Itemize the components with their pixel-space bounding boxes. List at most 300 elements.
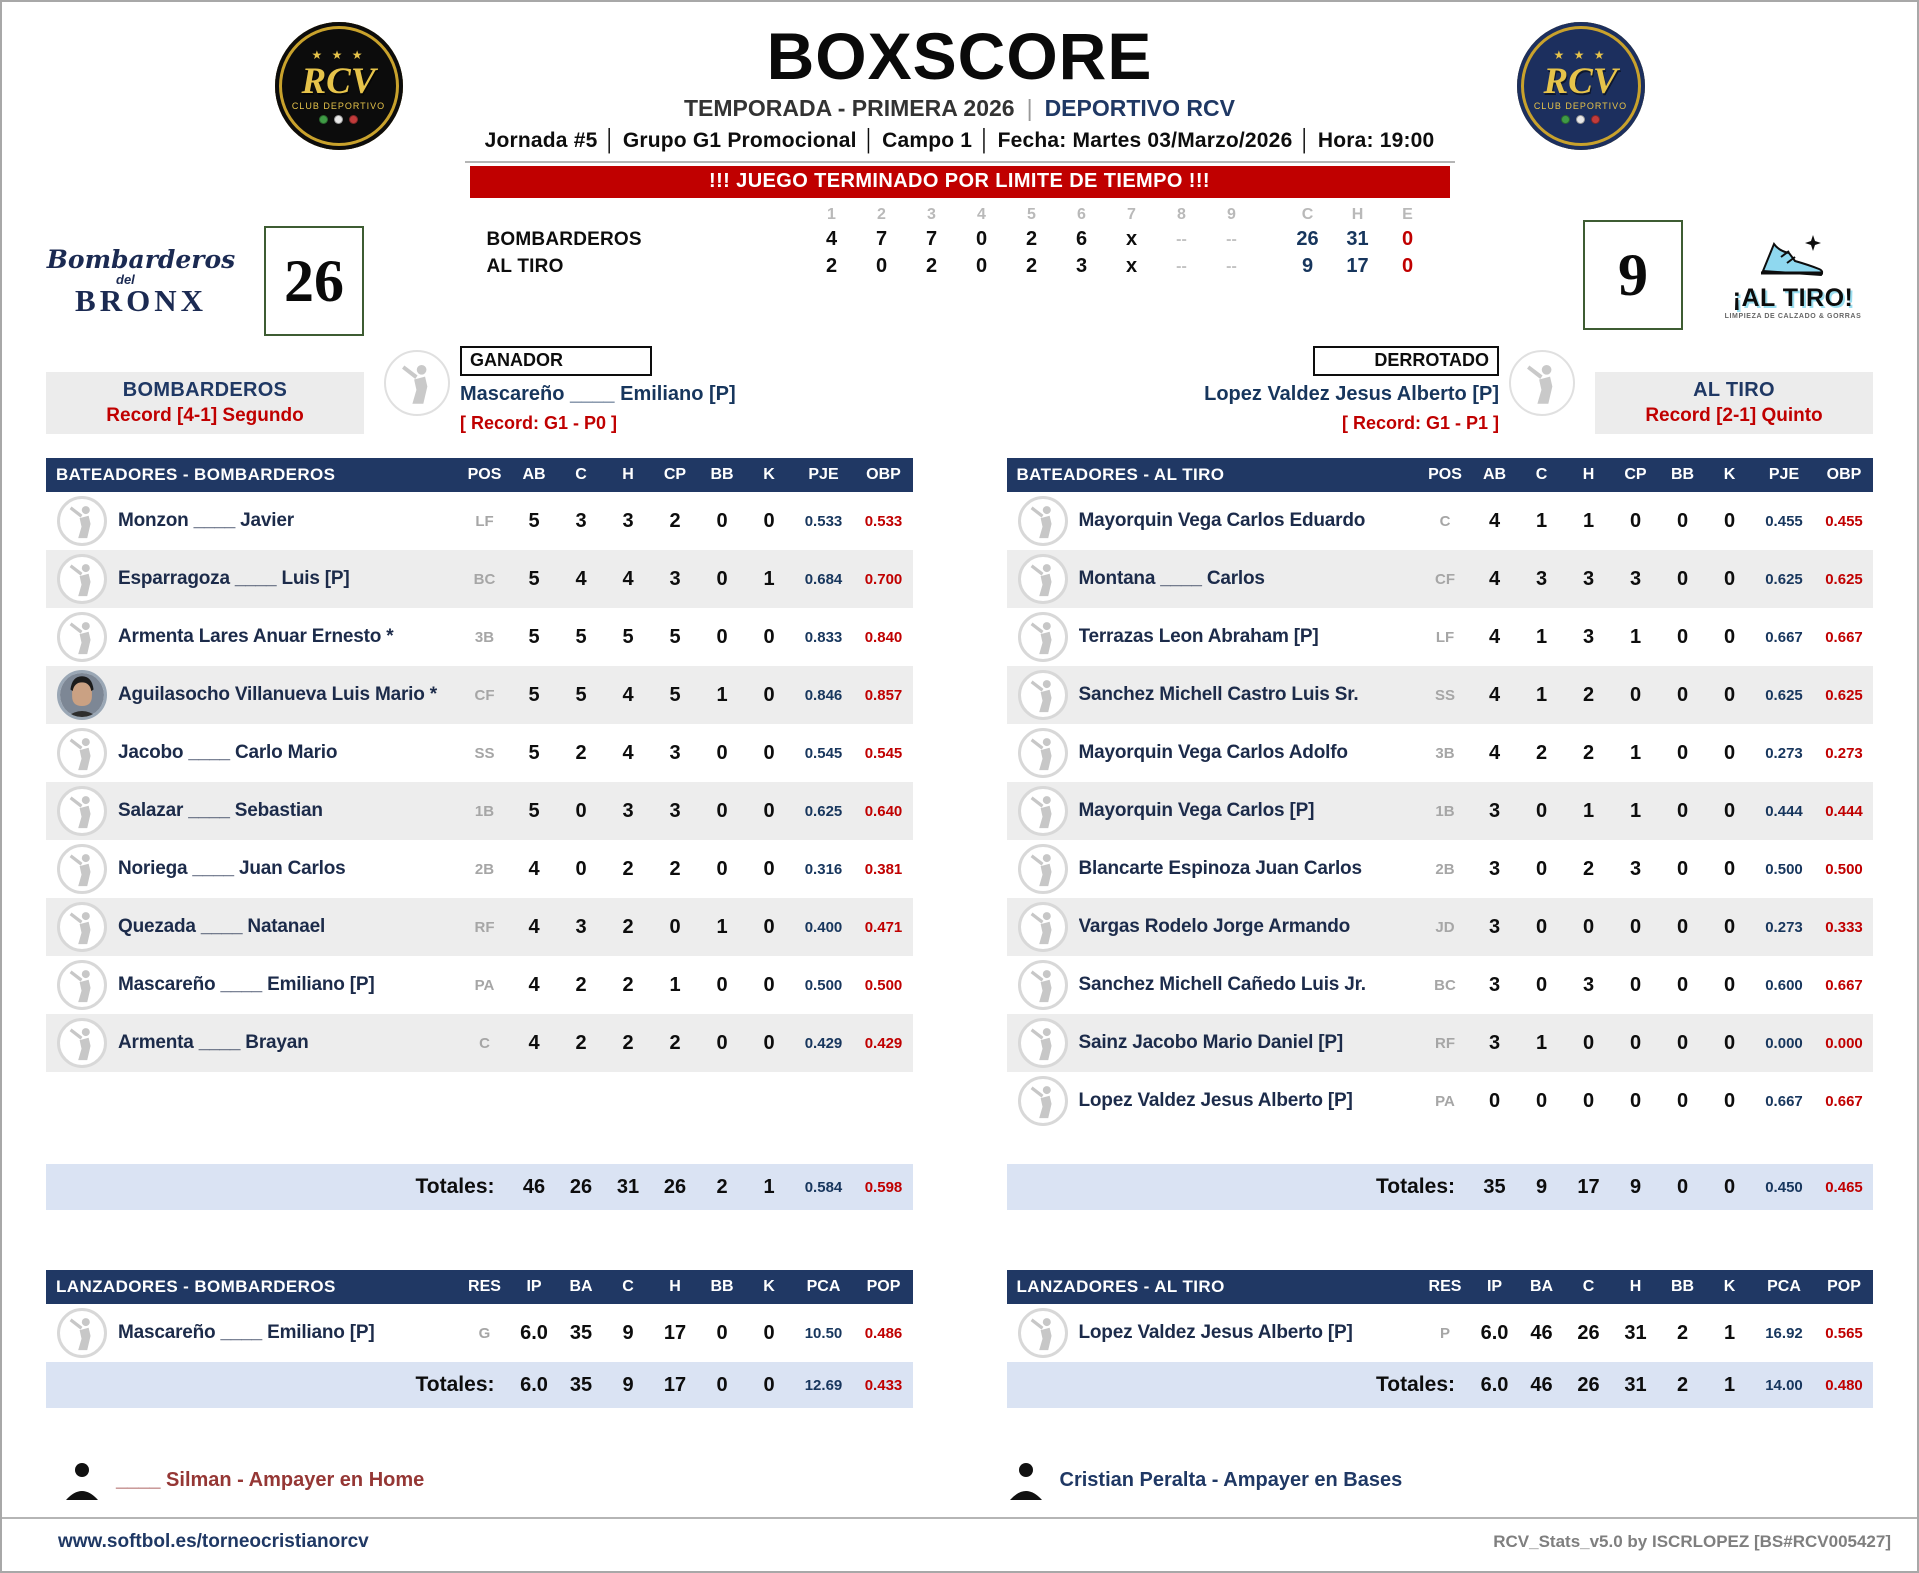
totals-stat-cell: 1 [763,1175,775,1198]
separator: | [1026,95,1033,122]
obp-cell: 0.273 [1825,744,1863,762]
stat-cell: 0 [1723,915,1736,938]
obp-cell: 0.500 [864,976,903,994]
stat-cell: 5 [528,625,540,648]
totals-stat-cell: 26 [1577,1373,1600,1396]
stat-cell: 0 [1723,799,1736,822]
pitcher-row [46,1304,913,1362]
stat-cell: 1 [669,973,681,996]
inning-header: 1 [827,206,836,224]
stat-cell: 0 [1535,857,1548,880]
player-avatar-icon [1018,1018,1068,1068]
pitchers-tables [2,1210,1917,1408]
linescore-team-name: BOMBARDEROS [486,228,642,250]
hits-total: 17 [1346,255,1369,278]
badge-subtext: CLUB DEPORTIVO [291,101,386,111]
pje-cell: 0.500 [804,976,843,994]
totals-stat-cell: 0 [716,1373,728,1396]
errors-total: 0 [1401,255,1414,278]
batter-row [1007,666,1874,724]
stat-cell: 0 [1676,683,1689,706]
pje-cell: 0.273 [1765,744,1803,762]
pos-cell: 2B [1435,860,1455,878]
obp-cell: 0.667 [1825,1092,1863,1110]
totals-label: Totales: [1376,1175,1455,1199]
stat-cell: 1 [716,915,728,938]
pca-cell: 10.50 [804,1324,843,1342]
column-header: K [763,466,775,484]
player-name: Blancarte Espinoza Juan Carlos [1078,858,1362,880]
result-strip [2,336,1917,434]
column-header: OBP [1826,466,1862,484]
table-header [46,1270,913,1304]
player-name: Mayorquin Vega Carlos [P] [1078,800,1315,822]
pos-cell: RF [474,918,495,936]
pop-cell: 0.486 [864,1324,903,1342]
stat-cell: 2 [575,1031,587,1054]
bombarderos-logo [46,244,236,318]
pje-cell: 0.846 [804,686,843,704]
runs-total: 26 [1296,228,1319,251]
stat-cell: 3 [622,509,634,532]
obp-cell: 0.625 [1825,570,1863,588]
stat-cell: 3 [1535,567,1548,590]
stat-cell: 3 [1629,567,1642,590]
stat-cell: 4 [528,1031,540,1054]
totals-stat-cell: 17 [663,1373,687,1396]
player-avatar-icon [57,496,107,546]
totals-pop: 0.433 [864,1376,903,1394]
stat-cell: 0 [1676,625,1689,648]
column-header: K [1723,466,1736,484]
umpire-home-plate [46,1460,930,1500]
stat-cell: 0 [1676,741,1689,764]
batter-row [1007,492,1874,550]
player-name: Montana ____ Carlos [1078,568,1265,590]
pje-cell: 0.625 [1765,570,1803,588]
stat-cell: 1 [1629,741,1642,764]
stat-cell: 0 [716,509,728,532]
stat-cell: 0 [1723,683,1736,706]
stat-cell: 1 [763,567,775,590]
player-avatar-icon [57,1018,107,1068]
obp-cell: 0.840 [864,628,903,646]
pje-cell: 0.833 [804,628,843,646]
game-status-banner: !!! JUEGO TERMINADO POR LIMITE DE TIEMPO !!! [470,166,1450,198]
umpires-row [2,1408,1917,1500]
stat-cell: 0 [1535,973,1548,996]
stat-cell: 0 [716,799,728,822]
stat-cell: 0 [575,857,587,880]
stat-cell: 5 [528,567,540,590]
winner-player-name: Mascareño ____ Emiliano [P] [460,383,736,406]
totals-stat-cell: 9 [622,1373,634,1396]
obp-cell: 0.700 [864,570,903,588]
player-name: Lopez Valdez Jesus Alberto [P] [1078,1322,1353,1344]
runs-total: 9 [1301,255,1314,278]
table-title: LANZADORES - AL TIRO [1016,1277,1225,1297]
stat-cell: 2 [622,857,634,880]
obp-cell: 0.625 [1825,686,1863,704]
pos-cell: BC [1434,976,1456,994]
column-header: K [1723,1278,1736,1296]
batter-row [46,782,913,840]
stat-cell: 4 [528,915,540,938]
stat-cell: 3 [669,799,681,822]
player-name: Quezada ____ Natanael [118,916,326,938]
stat-cell: 0 [763,1321,775,1344]
player-name: Mayorquin Vega Carlos Eduardo [1078,510,1366,532]
stat-cell: 0 [1723,973,1736,996]
player-avatar-icon [57,1308,107,1358]
total-header: E [1402,206,1413,224]
pitcher-row [1007,1304,1874,1362]
player-name: Armenta ____ Brayan [118,1032,309,1054]
player-avatar-icon [57,554,107,604]
obp-cell: 0.333 [1825,918,1863,936]
score-strip [2,198,1917,336]
away-team-name: AL TIRO [1693,379,1775,402]
stat-cell: 4 [1488,509,1501,532]
stat-cell: 0 [1723,567,1736,590]
inning-score: 2 [1025,255,1038,278]
pje-cell: 0.600 [1765,976,1803,994]
column-header: H [1629,1278,1642,1296]
pje-cell: 0.000 [1765,1034,1803,1052]
stat-cell: 0 [1723,741,1736,764]
inning-header: 2 [877,206,886,224]
obp-cell: 0.000 [1825,1034,1863,1052]
player-avatar-icon [1018,902,1068,952]
stat-cell: 0 [1535,1089,1548,1112]
pos-cell: SS [474,744,495,762]
stat-cell: 0 [1582,915,1595,938]
player-avatar-icon [1018,554,1068,604]
pje-cell: 0.500 [1765,860,1803,878]
column-header: C [622,1278,634,1296]
pos-cell: C [479,1034,490,1052]
column-header: PJE [1768,466,1800,484]
badge-subtext: CLUB DEPORTIVO [1533,101,1628,111]
pos-cell: LF [1435,628,1455,646]
stat-cell: 1 [1582,509,1595,532]
player-avatar-icon [1018,728,1068,778]
column-header: C [1535,466,1548,484]
stat-cell: 0 [763,625,775,648]
inning-score: 6 [1075,228,1088,251]
stat-cell: 1 [1629,625,1642,648]
pos-cell: 3B [1435,744,1455,762]
column-header: AB [1482,466,1507,484]
stat-cell: 5 [575,625,587,648]
stat-cell: 17 [663,1321,687,1344]
obp-cell: 0.545 [864,744,903,762]
stat-cell: 1 [1535,1031,1548,1054]
stat-cell: 0 [1535,799,1548,822]
player-photo [57,670,107,720]
pop-cell: 0.565 [1825,1324,1863,1342]
pje-cell: 0.400 [804,918,843,936]
totals-pje: 0.584 [804,1178,843,1196]
stat-cell: 0 [716,1321,728,1344]
totals-stat-cell: 31 [616,1175,640,1198]
column-header: PJE [808,466,839,484]
stat-cell: 0 [1723,625,1736,648]
player-name: Mascareño ____ Emiliano [P] [118,974,375,996]
away-score-box [1583,220,1683,330]
batter-row [46,724,913,782]
stat-cell: 4 [622,567,634,590]
stat-cell: 5 [528,509,540,532]
website-link[interactable]: www.softbol.es/torneocristianorcv [58,1531,369,1552]
errors-total: 0 [1401,228,1414,251]
stat-cell: 4 [575,567,587,590]
pje-cell: 0.684 [804,570,843,588]
batters-home-table [46,458,913,1210]
obp-cell: 0.857 [864,686,903,704]
altiro-logo-text: ¡AL TIRO! [1732,283,1854,312]
stat-cell: 2 [669,857,681,880]
player-name: Sainz Jacobo Mario Daniel [P] [1078,1032,1343,1054]
obp-cell: 0.471 [864,918,903,936]
player-avatar-icon [1018,786,1068,836]
stat-cell: 0 [1676,1031,1689,1054]
ganador-label: GANADOR [460,346,652,376]
batter-row [1007,1014,1874,1072]
stat-cell: 0 [1676,567,1689,590]
stat-cell: 0 [1582,1031,1595,1054]
stat-cell: 2 [669,509,681,532]
inning-score: 0 [975,228,988,251]
batter-row [1007,898,1874,956]
winner-block [384,346,980,434]
player-avatar-icon [57,960,107,1010]
pje-cell: 0.667 [1765,628,1803,646]
obp-cell: 0.381 [864,860,903,878]
stat-cell: 0 [716,567,728,590]
player-avatar-icon [1018,496,1068,546]
stat-cell: 0 [716,1031,728,1054]
stat-cell: 3 [1629,857,1642,880]
column-header: RES [1428,1278,1462,1296]
umpire-home-name: ____ Silman - Ampayer en Home [116,1468,425,1491]
totals-stat-cell: 9 [1629,1175,1642,1198]
stat-cell: 0 [763,915,775,938]
table-header [46,458,913,492]
column-header: BB [710,466,734,484]
bombarderos-logo-script: Bombarderos [46,244,236,274]
stat-cell: 2 [1582,683,1595,706]
pje-cell: 0.444 [1765,802,1803,820]
totals-stat-cell: 17 [1577,1175,1600,1198]
pos-cell: PA [1435,1092,1455,1110]
inning-score: 7 [875,228,888,251]
totals-row [46,1362,913,1408]
stat-cell: 2 [1535,741,1548,764]
pos-cell: 3B [474,628,495,646]
organization-label: DEPORTIVO RCV [1044,95,1235,122]
obp-cell: 0.444 [1825,802,1863,820]
game-meta-line: Jornada #5 │ Grupo G1 Promocional │ Campo 1 │ Fecha: Martes 03/Marzo/2026 │ Hora: 19:00 [465,129,1455,163]
totals-stat-cell: 31 [1624,1373,1647,1396]
stat-cell: 6.0 [1480,1321,1509,1344]
pos-cell: 1B [474,802,495,820]
player-name: Noriega ____ Juan Carlos [118,858,346,880]
player-name: Esparragoza ____ Luis [P] [118,568,350,590]
table-header [1007,458,1874,492]
inning-header: 7 [1127,206,1136,224]
stat-cell: 3 [1488,857,1501,880]
table-body [1007,1304,1874,1362]
loser-record: [ Record: G1 - P1 ] [1341,413,1499,434]
batter-row [46,1014,913,1072]
player-name: Terrazas Leon Abraham [P] [1078,626,1319,648]
stat-cell: 1 [1723,1321,1736,1344]
loser-column [1204,346,1499,434]
stat-cell: 35 [569,1321,593,1344]
column-header: POS [1428,466,1462,484]
column-header: C [575,466,587,484]
total-header: H [1351,206,1364,224]
totals-stat-cell: 0 [1676,1175,1689,1198]
stat-cell: 5 [528,799,540,822]
umpire-bases [930,1460,1874,1500]
stat-cell: 2 [1582,741,1595,764]
pos-cell: PA [474,976,495,994]
stat-cell: 4 [622,741,634,764]
pos-cell: JD [1435,918,1455,936]
stat-cell: 5 [669,683,681,706]
pje-cell: 0.316 [804,860,843,878]
stat-cell: 0 [763,799,775,822]
batter-row [46,666,913,724]
player-avatar-icon [57,612,107,662]
pje-cell: 0.625 [804,802,843,820]
stat-cell: 4 [1488,567,1501,590]
altiro-logo [1713,231,1873,320]
bombarderos-logo-del: del [116,271,135,287]
inning-header: 8 [1177,206,1186,224]
title-stack [465,19,1455,163]
umpire-silhouette-icon [1006,1460,1046,1500]
badge-rcv-text: RCV [1543,61,1618,102]
player-name: Mascareño ____ Emiliano [P] [118,1322,375,1344]
stat-cell: 0 [1535,915,1548,938]
totals-stat-cell: 6.0 [520,1373,548,1396]
column-header: H [1582,466,1595,484]
batter-row [1007,840,1874,898]
stat-cell: 3 [575,509,587,532]
obp-cell: 0.640 [864,802,903,820]
stat-cell: 4 [1488,625,1501,648]
stat-cell: 2 [622,973,634,996]
totals-stat-cell: 26 [569,1175,593,1198]
stat-cell: 0 [1629,1031,1642,1054]
column-header: CP [1624,466,1647,484]
obp-cell: 0.667 [1825,976,1863,994]
pje-cell: 0.545 [804,744,843,762]
column-header: POP [1827,1278,1861,1296]
pos-cell: BC [473,570,496,588]
stat-cell: 0 [1488,1089,1501,1112]
home-score: 26 [284,247,344,314]
stat-cell: 0 [763,973,775,996]
pos-cell: 1B [1435,802,1455,820]
totals-stat-cell: 46 [1530,1373,1553,1396]
column-header: OBP [866,466,901,484]
stat-cell: 5 [575,683,587,706]
stat-cell: 3 [1582,625,1595,648]
home-score-box [264,226,364,336]
bombarderos-logo-main: BRONX [75,282,207,318]
sneaker-icon [1749,231,1837,281]
column-header: IP [526,1278,542,1296]
inning-score: -- [1226,230,1237,248]
column-header: PCA [1767,1278,1801,1296]
column-header: K [763,1278,775,1296]
linescore [376,206,1543,278]
batter-row [1007,782,1874,840]
stat-cell: 2 [575,973,587,996]
batter-row [1007,724,1874,782]
totals-pca: 12.69 [804,1376,843,1394]
season-line [465,95,1455,122]
player-name: Armenta Lares Anuar Ernesto * [118,626,394,648]
stat-cell: 0 [763,857,775,880]
stat-cell: 1 [1582,799,1595,822]
column-header: POP [866,1278,901,1296]
stat-cell: 0 [763,741,775,764]
batter-row [1007,550,1874,608]
batter-row [46,550,913,608]
stat-cell: 6.0 [520,1321,548,1344]
batter-row [46,608,913,666]
batter-silhouette-icon [384,350,450,416]
table-header [1007,1270,1874,1304]
stat-cell: 0 [716,973,728,996]
batter-row [1007,956,1874,1014]
column-header: C [1582,1278,1595,1296]
totals-stat-cell: 0 [763,1373,775,1396]
player-name: Mayorquin Vega Carlos Adolfo [1078,742,1348,764]
column-header: RES [468,1278,501,1296]
table-body [46,492,913,1164]
totals-stat-cell: 46 [522,1175,546,1198]
column-header: BB [1670,1278,1695,1296]
stat-cell: 0 [1723,1031,1736,1054]
pos-cell: C [1439,512,1451,530]
winner-record: [ Record: G1 - P0 ] [460,413,618,434]
stat-cell: 3 [622,799,634,822]
player-name: Monzon ____ Javier [118,510,294,532]
totals-row [46,1164,913,1210]
stat-cell: 2 [622,1031,634,1054]
stat-cell: 2 [1582,857,1595,880]
loser-player-name: Lopez Valdez Jesus Alberto [P] [1204,383,1499,406]
inning-score: x [1125,228,1138,251]
inning-header: 5 [1027,206,1036,224]
obp-cell: 0.667 [1825,628,1863,646]
stat-cell: 4 [622,683,634,706]
totals-obp: 0.465 [1825,1178,1863,1196]
totals-stat-cell: 35 [1483,1175,1506,1198]
player-name: Sanchez Michell Cañedo Luis Jr. [1078,974,1366,996]
totals-label: Totales: [415,1175,495,1199]
obp-cell: 0.455 [1825,512,1863,530]
batter-row [46,492,913,550]
hits-total: 31 [1346,228,1369,251]
totals-stat-cell: 2 [1676,1373,1689,1396]
